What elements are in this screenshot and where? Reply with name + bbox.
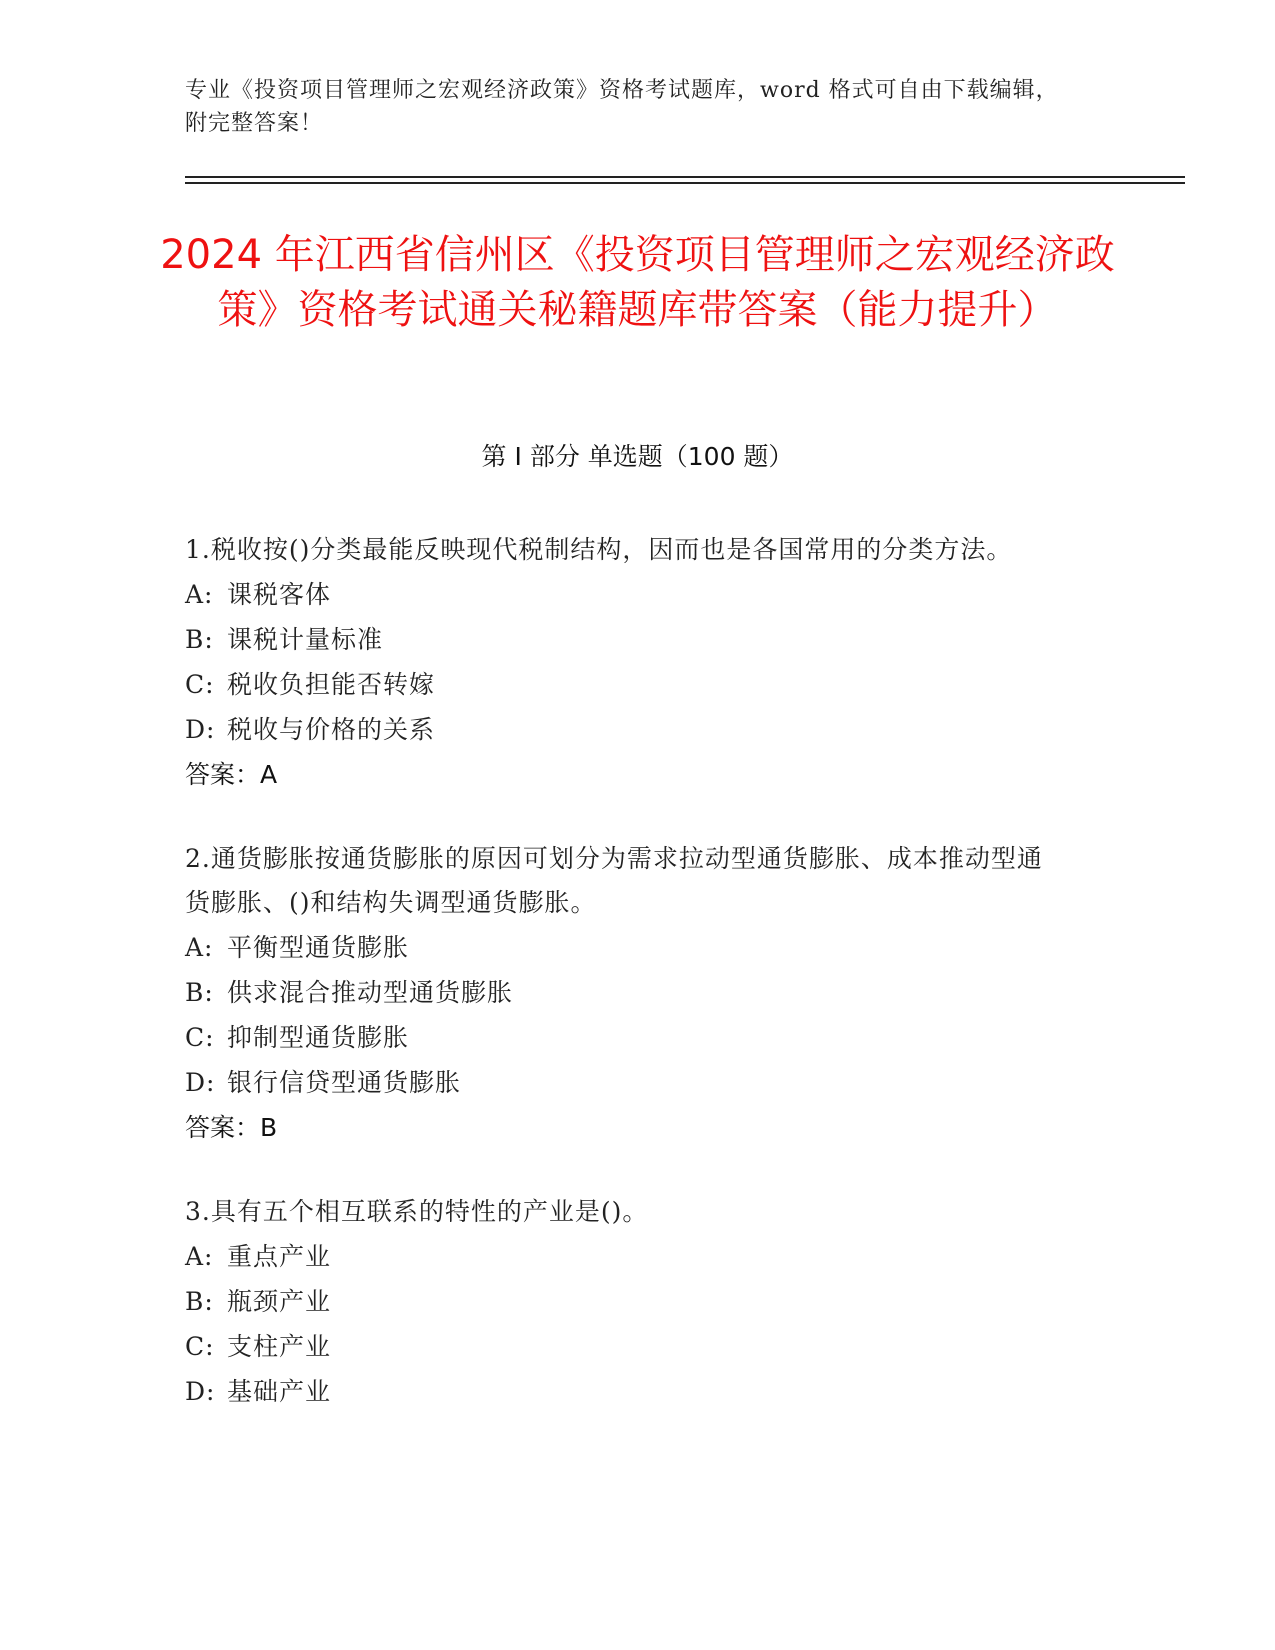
option-key: A:	[185, 580, 214, 609]
section-title: 第 I 部分 单选题（100 题）	[481, 442, 794, 471]
option-key: A:	[185, 1242, 214, 1271]
header-note: 专业《投资项目管理师之宏观经济政策》资格考试题库，word 格式可自由下载编辑，附完整答案！	[185, 78, 1059, 136]
header-divider-top	[185, 176, 1185, 178]
option-key: C:	[185, 1332, 215, 1361]
question-stem: 1.税收按()分类最能反映现代税制结构，因而也是各国常用的分类方法。	[185, 535, 1013, 564]
option-c	[185, 1015, 1065, 1060]
option-text: 支柱产业	[227, 1332, 332, 1361]
option-a	[185, 1234, 1065, 1279]
option-key: B:	[185, 978, 214, 1007]
option-text: 平衡型通货膨胀	[227, 933, 410, 962]
option-b	[185, 970, 1065, 1015]
option-key: C:	[185, 1023, 215, 1052]
option-key: D:	[185, 1377, 216, 1406]
option-text: 瓶颈产业	[227, 1287, 332, 1316]
header-divider-bottom	[185, 182, 1185, 184]
option-key: D:	[185, 1068, 216, 1097]
option-key: C:	[185, 670, 215, 699]
option-text: 税收负担能否转嫁	[227, 670, 436, 699]
option-d	[185, 707, 1065, 752]
option-key: D:	[185, 715, 216, 744]
document-title: 2024 年江西省信州区《投资项目管理师之宏观经济政策》资格考试通关秘籍题库带答案（能力提升）	[160, 232, 1115, 333]
answer-line: 答案：A	[185, 760, 278, 789]
option-text: 银行信贷型通货膨胀	[227, 1068, 462, 1097]
question-1	[185, 528, 1065, 797]
option-a	[185, 572, 1065, 617]
answer-line: 答案：B	[185, 1113, 278, 1142]
option-text: 供求混合推动型通货膨胀	[227, 978, 514, 1007]
question-list	[185, 528, 1065, 1454]
question-stem: 3.具有五个相互联系的特性的产业是()。	[185, 1197, 649, 1226]
option-text: 课税计量标准	[227, 625, 384, 654]
option-text: 基础产业	[227, 1377, 332, 1406]
option-b	[185, 617, 1065, 662]
option-text: 税收与价格的关系	[227, 715, 436, 744]
option-d	[185, 1369, 1065, 1414]
option-key: A:	[185, 933, 214, 962]
option-key: B:	[185, 1287, 214, 1316]
option-b	[185, 1279, 1065, 1324]
question-3	[185, 1190, 1065, 1414]
option-c	[185, 662, 1065, 707]
option-d	[185, 1060, 1065, 1105]
option-c	[185, 1324, 1065, 1369]
option-key: B:	[185, 625, 214, 654]
question-2	[185, 837, 1065, 1150]
option-text: 抑制型通货膨胀	[227, 1023, 410, 1052]
option-text: 课税客体	[227, 580, 332, 609]
question-stem: 2.通货膨胀按通货膨胀的原因可划分为需求拉动型通货膨胀、成本推动型通货膨胀、()和结构失调型通货膨胀。	[185, 844, 1043, 917]
option-a	[185, 925, 1065, 970]
option-text: 重点产业	[227, 1242, 332, 1271]
